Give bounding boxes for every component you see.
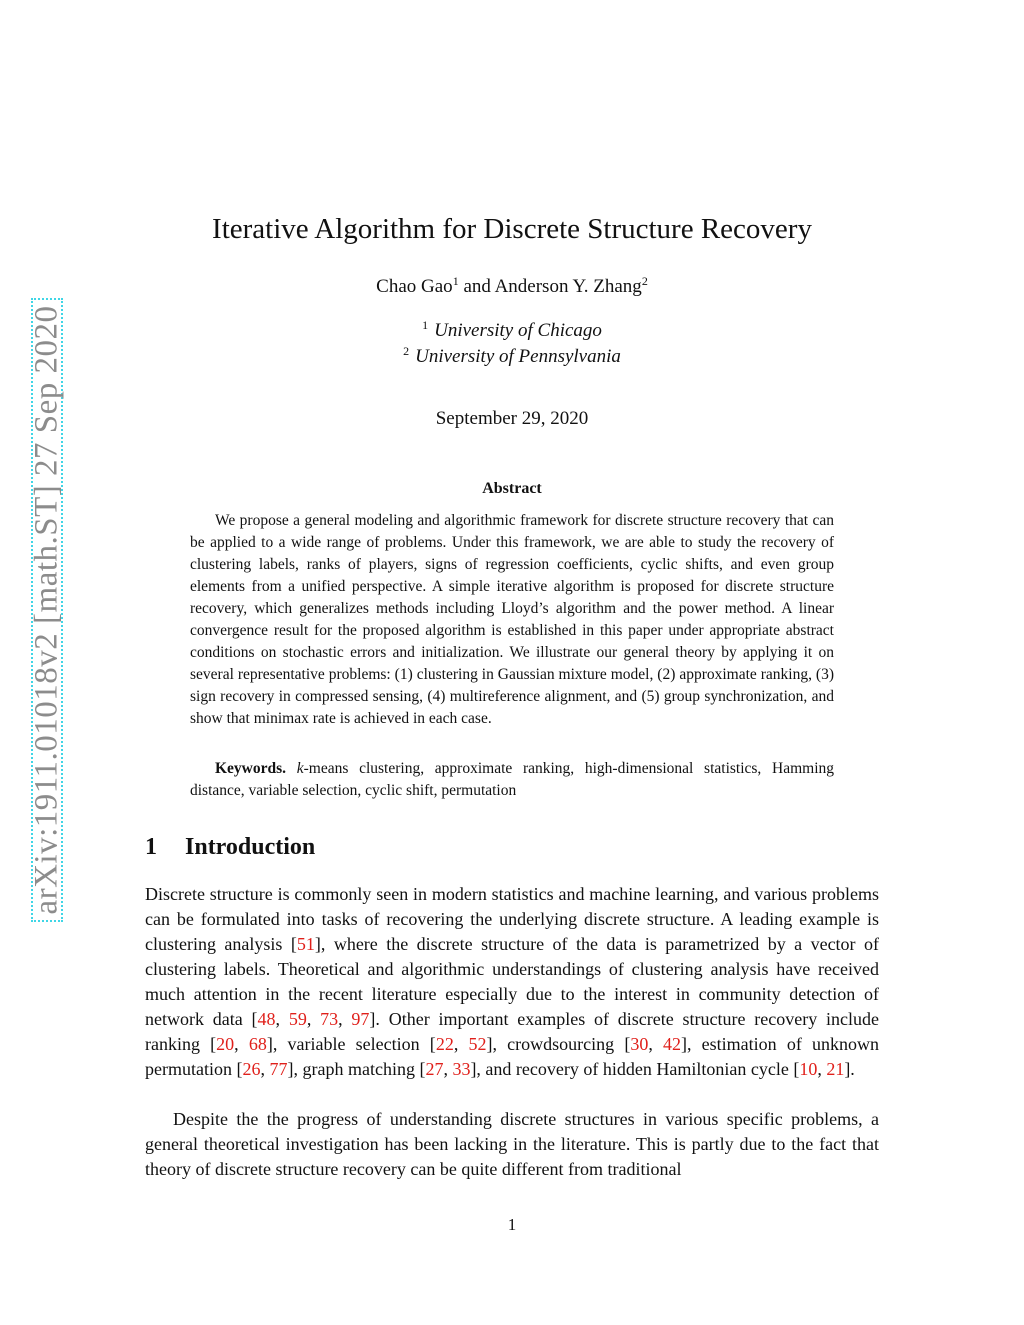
affiliation xyxy=(0,344,1024,368)
citation-link[interactable]: 33 xyxy=(452,1059,471,1079)
authors xyxy=(0,274,1024,298)
affiliation-number: 2 xyxy=(403,344,410,358)
affiliation-name: University of Chicago xyxy=(434,320,602,341)
section-title: Introduction xyxy=(185,834,316,860)
abstract-text: We propose a general modeling and algorithmic framework for discrete structure recovery that can be applied to a wide range of problems. Under this framework, we are able to study the recovery of clustering labels, ranks of players, signs of regression coefficients, cyclic shifts, and even group elements from a unified perspective. A simple iterative algorithm is proposed for discrete structure recovery, which generalizes methods including Lloyd’s algorithm and the power method. A linear convergence result for the proposed algorithm is established in this paper under appropriate abstract conditions on stochastic errors and initialization. We illustrate our general theory by applying it on several representative problems: (1) clustering in Gaussian mixture model, (2) approximate ranking, (3) sign recovery in compressed sensing, (4) multireference alignment, and (5) group synchronization, and show that minimax rate is achieved in each case. xyxy=(190,512,834,727)
section-number: 1 xyxy=(145,834,157,860)
citation-link[interactable]: 42 xyxy=(663,1034,682,1054)
author-name: Anderson Y. Zhang xyxy=(494,276,642,297)
citation-link[interactable]: 10 xyxy=(799,1059,818,1079)
citation-link[interactable]: 51 xyxy=(296,934,315,954)
arxiv-identifier[interactable]: arXiv:1911.01018v2 [math.ST] 27 Sep 2020 xyxy=(28,305,65,915)
body-text: ], estimation of unknown permutation [ xyxy=(145,1034,880,1079)
citation-link[interactable]: 20 xyxy=(216,1034,235,1054)
body-text: ], where the discrete structure of the data is parametrized by a vector of clustering labels. Theoretical and algorithmic understandings of clustering analysis have received much attention in the recent literature especially due to the interest in community detection of network data [ xyxy=(145,934,880,1029)
citation-link[interactable]: 21 xyxy=(826,1059,845,1079)
body-text: Discrete structure is commonly seen in modern statistics and machine learning, and various problems can be formulated into tasks of recovering the underlying discrete structure. A leading example is clustering analysis [ xyxy=(145,884,879,954)
body-text: ]. Other important examples of discrete structure recovery include ranking [ xyxy=(145,1009,880,1054)
citation-link[interactable]: 52 xyxy=(468,1034,487,1054)
intro-paragraph-1: Discrete structure is commonly seen in modern statistics and machine learning, and various problems can be formulated into tasks of recovering the underlying discrete structure. A leading example is clustering analysis [51], where the discrete structure of the data is parametrized by a vector of clustering labels. Theoretical and algorithmic understandings of clustering analysis have received much attention in the recent literature especially due to the interest in community detection of network data [48, 59, 73, 97]. Other important examples of discrete structure recovery include ranking [20, 68], variable selection [22, 52], crowdsourcing [30, 42], estimation of unknown permutation [26, 77], graph matching [27, 33], and recovery of hidden Hamiltonian cycle [10, 21]. xyxy=(145,884,880,1079)
paper-title: Iterative Algorithm for Discrete Structure Recovery xyxy=(212,213,812,245)
citation-link[interactable]: 97 xyxy=(351,1009,370,1029)
citation-link[interactable]: 59 xyxy=(288,1009,307,1029)
citation-link[interactable]: 48 xyxy=(257,1009,276,1029)
section-heading xyxy=(145,834,315,861)
body-text: ], graph matching [ xyxy=(287,1059,426,1079)
citation-link[interactable]: 22 xyxy=(435,1034,454,1054)
page-number: 1 xyxy=(507,1215,517,1234)
citation-link[interactable]: 73 xyxy=(320,1009,339,1029)
body-text: ], and recovery of hidden Hamiltonian cycle [ xyxy=(470,1059,800,1079)
citation-link[interactable]: 27 xyxy=(425,1059,444,1079)
author-name: Chao Gao xyxy=(376,276,453,297)
keywords xyxy=(190,758,834,802)
paper-date: September 29, 2020 xyxy=(435,408,589,429)
citation-link[interactable]: 68 xyxy=(248,1034,267,1054)
body-text: ]. xyxy=(844,1059,855,1079)
intro-paragraph-2: Despite the the progress of understanding discrete structures in various specific problems, a general theoretical investigation has been lacking in the literature. This is partly due to the fact that theory of discrete structure recovery can be quite different from traditional xyxy=(145,1109,879,1179)
body-text: ], crowdsourcing [ xyxy=(486,1034,631,1054)
affiliation-name: University of Pennsylvania xyxy=(415,346,621,367)
body-text: ], variable selection [ xyxy=(266,1034,436,1054)
citation-link[interactable]: 30 xyxy=(630,1034,649,1054)
author-connector: and xyxy=(458,276,495,297)
affiliation-number: 1 xyxy=(422,318,429,332)
affiliation xyxy=(0,318,1024,342)
author-affiliation-mark: 2 xyxy=(641,274,648,288)
keywords-label: Keywords. xyxy=(215,760,287,777)
keywords-k: k xyxy=(296,760,304,777)
author-affiliation-mark: 1 xyxy=(452,274,459,288)
citation-link[interactable]: 77 xyxy=(269,1059,288,1079)
keywords-list: -means clustering, approximate ranking, high-dimensional statistics, Hamming distance, variable selection, cyclic shift, permutation xyxy=(190,760,834,799)
citation-link[interactable]: 26 xyxy=(242,1059,261,1079)
abstract-heading: Abstract xyxy=(482,480,542,497)
